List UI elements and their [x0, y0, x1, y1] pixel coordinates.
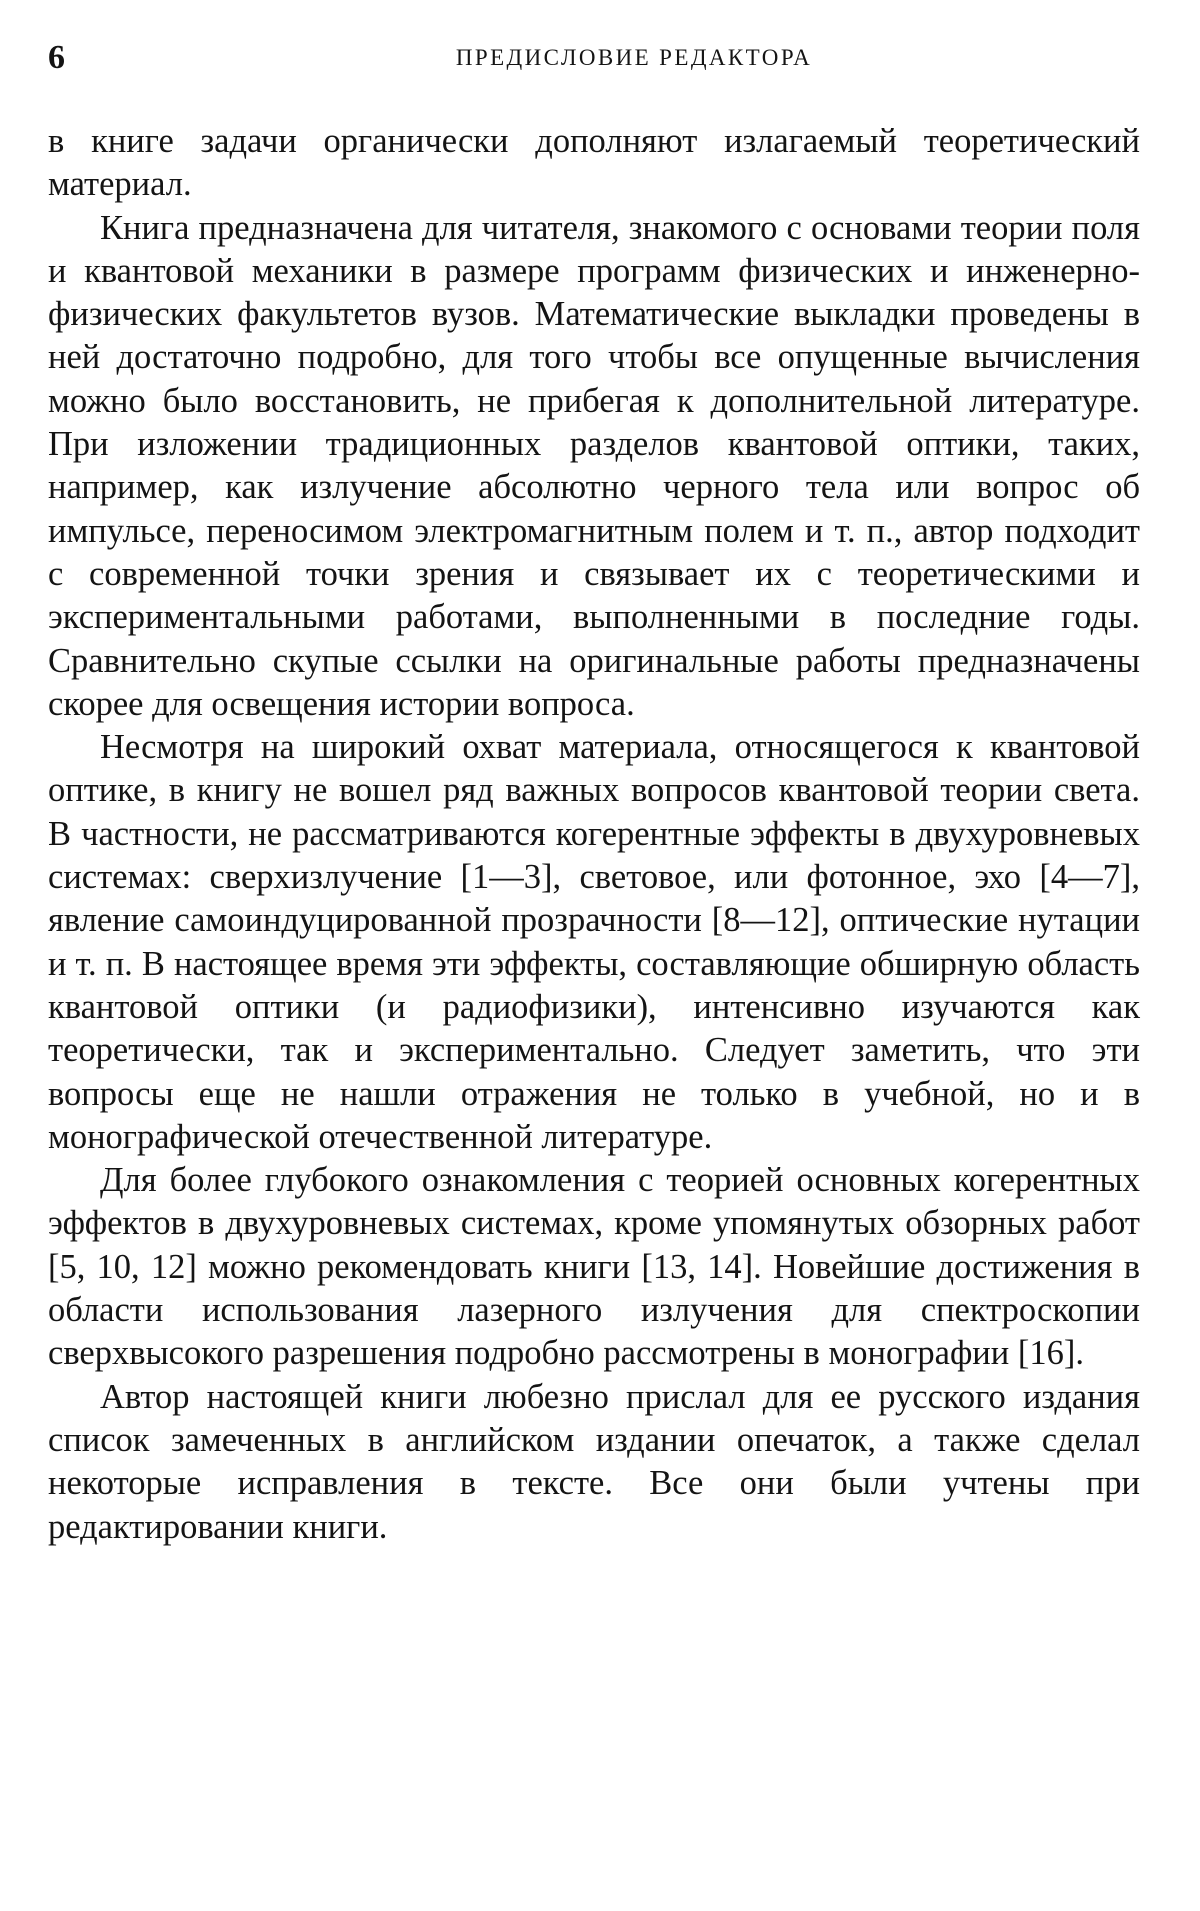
paragraph-audience: Книга предназначена для читателя, знакомого с основами теории поля и квантовой механики в размере программ физических и инженерно-физических факультетов вузов. Математические выкладки проведены в ней достаточно подробно, для того чтобы все опущенные вычисления можно было восстановить, не прибегая к дополнительной литературе. При изложении традиционных разделов квантовой оптики, таких, например, как излучение абсолютно черного тела или вопрос об импульсе, переносимом электромагнитным полем и т. п., автор подходит с современной точки зрения и связывает их с теоретическими и экспериментальными работами, выполненными в последние годы. Сравнительно скупые ссылки на оригинальные работы предназначены скорее для освещения истории вопроса. [48, 208, 1140, 723]
running-title: ПРЕДИСЛОВИЕ РЕДАКТОРА [455, 45, 813, 70]
page-number: 6 [48, 39, 65, 76]
paragraph-errata: Автор настоящей книги любезно прислал для ее русского издания список замеченных в английском издании опечаток, а также сделал некоторые исправления в тексте. Все они были учтены при редактировании книги. [48, 1377, 1140, 1546]
paragraph-continuation: в книге задачи органически дополняют излагаемый теоретический материал. [48, 122, 1140, 204]
book-page [48, 36, 1140, 1549]
paragraph-omitted-topics: Несмотря на широкий охват материала, относящегося к квантовой оптике, в книгу не вошел ряд важных вопросов квантовой теории света. В частности, не рассматриваются когерентные эффекты в двухуровневых системах: сверхизлучение [1—3], световое, или фотонное, эхо [4—7], явление самоиндуцированной прозрачности [8—12], оптические нутации и т. п. В настоящее время эти эффекты, составляющие обширную область квантовой оптики (и радиофизики), интенсивно изучаются как теоретически, так и экспериментально. Следует заметить, что эти вопросы еще не нашли отражения не только в учебной, но и в монографической отечественной литературе. [48, 728, 1140, 1156]
running-head [48, 36, 1140, 80]
paragraph-further-reading: Для более глубокого ознакомления с теорией основных когерентных эффектов в двухуровневых системах, кроме упомянутых обзорных работ [5, 10, 12] можно рекомендовать книги [13, 14]. Новейшие достижения в области использования лазерного излучения для спектроскопии сверхвысокого разрешения подробно рассмотрены в монографии [16]. [48, 1161, 1140, 1373]
body-text [48, 120, 1140, 1549]
